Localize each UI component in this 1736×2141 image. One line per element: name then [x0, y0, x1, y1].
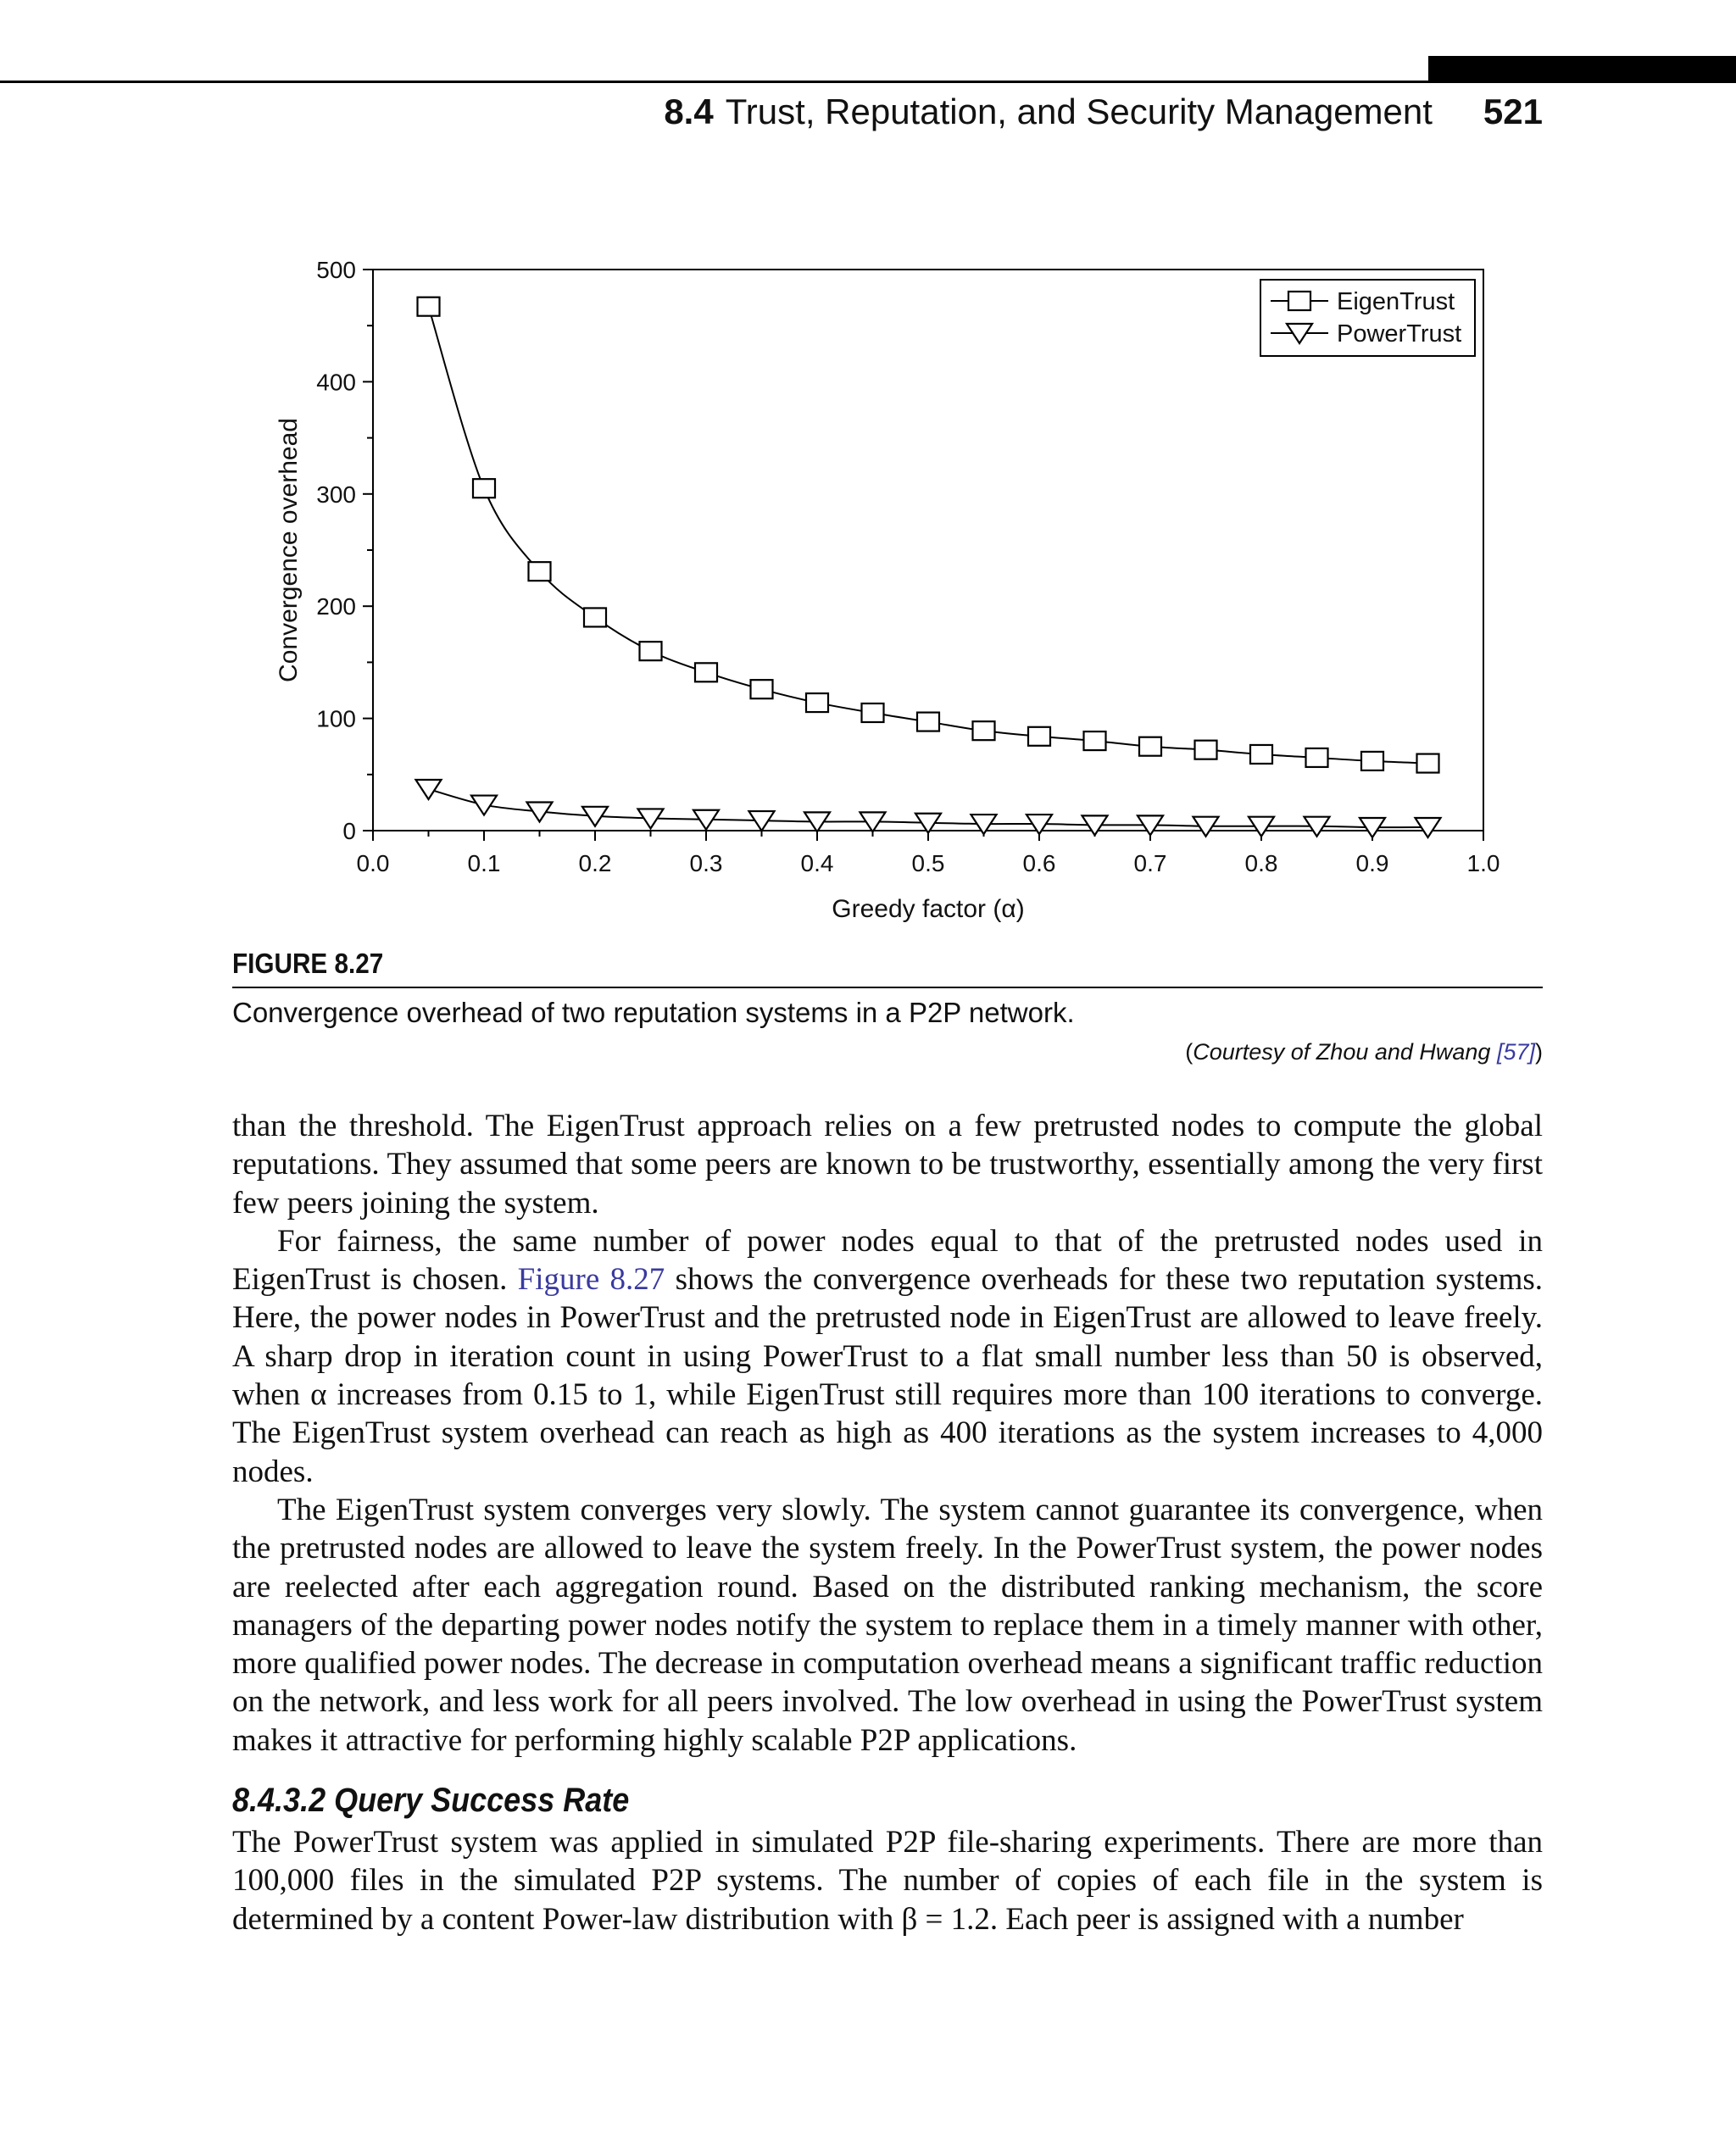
data-point-eigentrust — [529, 562, 551, 581]
x-tick-label: 0.1 — [467, 850, 501, 876]
data-point-eigentrust — [584, 608, 606, 626]
figure-credit: (Courtesy of Zhou and Hwang [57]) — [1185, 1039, 1543, 1065]
body-text-upper — [232, 1107, 1543, 1760]
data-point-eigentrust — [1084, 731, 1106, 750]
series-line-eigentrust — [429, 307, 1428, 764]
y-axis-label: Convergence overhead — [275, 418, 303, 682]
x-tick-label: 0.9 — [1355, 850, 1389, 876]
y-tick-label: 200 — [316, 593, 356, 620]
data-point-eigentrust — [1306, 748, 1328, 767]
data-point-eigentrust — [973, 721, 995, 740]
x-tick-label: 0.3 — [689, 850, 723, 876]
data-point-eigentrust — [806, 693, 828, 712]
figure-rule — [232, 987, 1543, 988]
data-point-eigentrust — [1028, 727, 1050, 746]
y-tick-label: 0 — [342, 818, 356, 844]
paragraph-2: For fairness, the same number of power nodes equal to that of the pretrusted nodes used in EigenTrust is chosen. Figure 8.27 shows the convergence overheads for these two reputation systems. Here, the power nodes in PowerTrust and the pretrusted node in EigenTrust are allowed to leave freely. A sharp drop in iteration count in using PowerTrust to a flat small number less than 50 is observed, when α increases from 0.15 to 1, while EigenTrust still requires more than 100 iterations to converge. The EigenTrust system overhead can reach as high as 400 iterations as the system increases to 4,000 nodes. — [232, 1223, 1544, 1489]
legend-label: EigenTrust — [1337, 288, 1455, 315]
data-point-eigentrust — [751, 680, 773, 698]
data-point-eigentrust — [1361, 752, 1383, 770]
figure-8-27-link[interactable]: Figure 8.27 — [517, 1262, 665, 1298]
legend-label: PowerTrust — [1337, 320, 1462, 348]
y-tick-label: 100 — [316, 705, 356, 732]
paragraph-4: The PowerTrust system was applied in simulated P2P file-sharing experiments. There are more than 100,000 files in the simulated P2P systems. The number of copies of each file in the system is determined by a content Power-law distribution with β = 1.2. Each peer is assigned with a number — [232, 1825, 1543, 1937]
data-point-powertrust — [416, 780, 442, 799]
data-point-eigentrust — [862, 703, 884, 722]
convergence-chart — [0, 0, 1736, 941]
subsection-heading: 8.4.3.2 Query Success Rate — [232, 1782, 630, 1819]
x-tick-label: 0.5 — [911, 850, 945, 876]
x-tick-label: 1.0 — [1466, 850, 1500, 876]
x-tick-label: 0.2 — [578, 850, 612, 876]
body-text-lower — [232, 1823, 1543, 1938]
data-point-eigentrust — [1139, 737, 1161, 756]
data-point-eigentrust — [640, 642, 662, 660]
section-title: Trust, Reputation, and Security Management — [725, 92, 1433, 131]
section-number: 8.4 — [664, 92, 714, 131]
page-number: 521 — [1483, 92, 1543, 131]
legend-marker-eigentrust — [1288, 292, 1310, 310]
data-point-eigentrust — [1250, 745, 1272, 764]
figure-label: FIGURE 8.27 — [232, 948, 384, 979]
x-tick-label: 0.4 — [800, 850, 834, 876]
data-point-eigentrust — [1195, 741, 1217, 759]
y-tick-label: 400 — [316, 369, 356, 396]
x-tick-label: 0.8 — [1244, 850, 1278, 876]
credit-reference-link[interactable]: [57] — [1496, 1039, 1535, 1065]
paragraph-3: The EigenTrust system converges very slowly. The system cannot guarantee its convergence, when the pretrusted nodes are allowed to leave the system freely. In the PowerTrust system, the power nodes are reelected after each aggregation round. Based on the distributed ranking mechanism, the score managers of the departing power nodes notify the system to replace them in a timely manner with other, more qualified power nodes. The decrease in computation overhead means a significant traffic reduction on the network, and less work for all peers involved. The low overhead in using the PowerTrust system makes it attractive for performing highly scalable P2P applications. — [232, 1492, 1543, 1758]
data-point-powertrust — [471, 796, 497, 815]
y-tick-label: 300 — [316, 481, 356, 508]
x-tick-label: 0.6 — [1022, 850, 1056, 876]
data-point-eigentrust — [473, 479, 495, 498]
data-point-eigentrust — [695, 663, 717, 681]
paragraph-1: than the threshold. The EigenTrust approach relies on a few pretrusted nodes to compute the global reputations. They assumed that some peers are known to be trustworthy, essentially among the very first few peers joining the system. — [232, 1109, 1543, 1221]
data-point-eigentrust — [1417, 754, 1439, 773]
x-axis-label: Greedy factor (α) — [832, 895, 1025, 923]
data-point-eigentrust — [917, 713, 939, 731]
x-tick-label: 0.0 — [356, 850, 390, 876]
x-tick-label: 0.7 — [1133, 850, 1167, 876]
y-tick-label: 500 — [316, 257, 356, 283]
data-point-eigentrust — [418, 298, 440, 316]
credit-text: Courtesy of Zhou and Hwang — [1193, 1039, 1497, 1065]
figure-caption: Convergence overhead of two reputation systems in a P2P network. — [232, 997, 1075, 1028]
